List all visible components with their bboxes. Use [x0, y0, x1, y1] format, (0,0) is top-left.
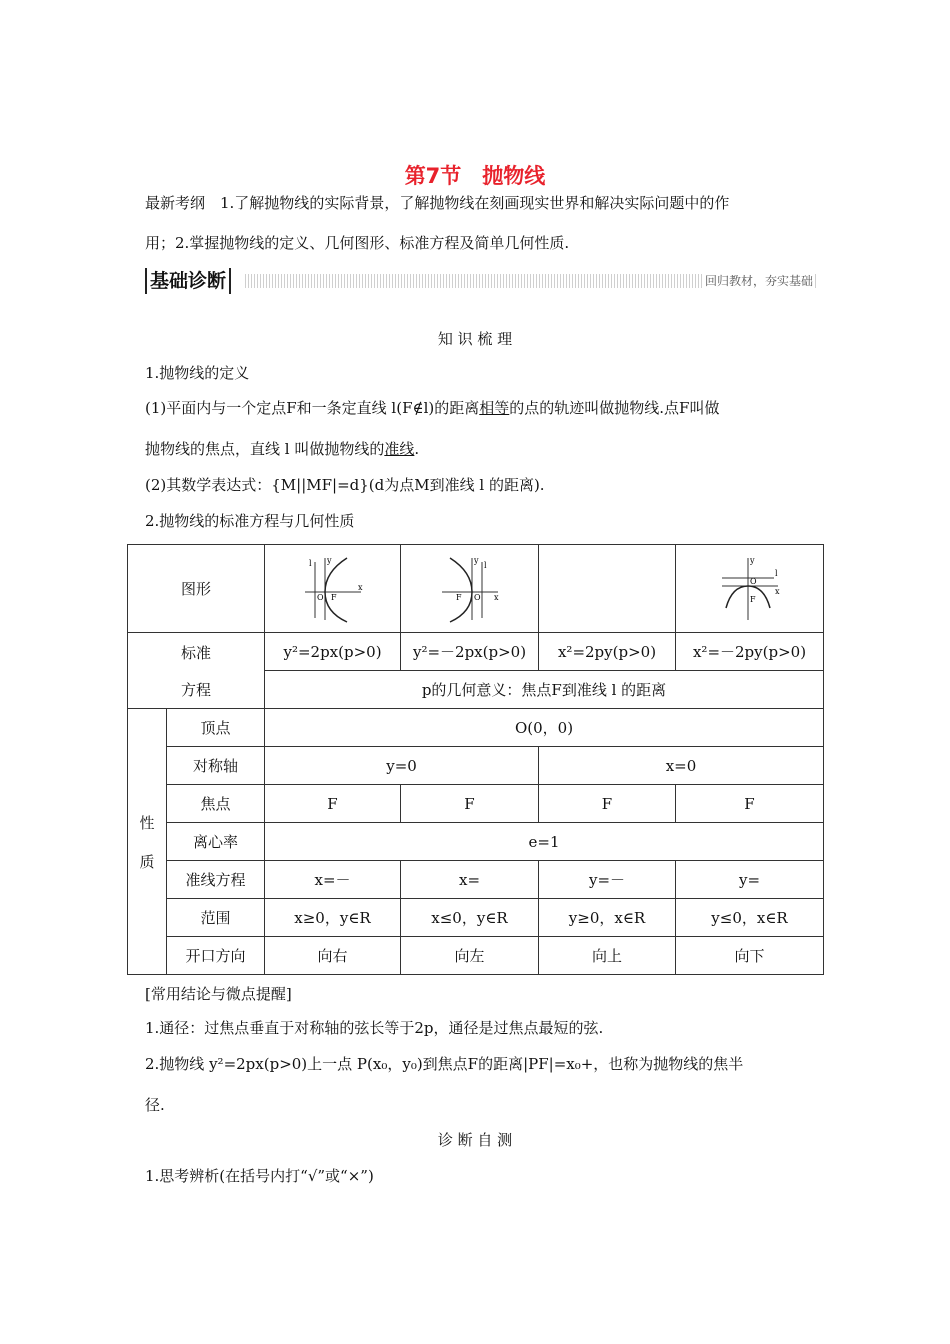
definition-expression: (2)其数学表达式：{M||MF|=d}(d为点M到准线 l 的距离).: [145, 476, 545, 494]
l-label: l: [483, 560, 487, 570]
vertex-label: 顶点: [167, 709, 265, 747]
page-title: 第7节 抛物线: [404, 164, 546, 188]
equation-label-2: 方程: [181, 680, 212, 699]
def-text-a: (1)平面内与一个定点F和一条定直线 l(F∉l)的距离: [145, 399, 480, 417]
knowledge-heading: 知 识 梳 理: [437, 330, 513, 348]
conclusion-item-2: 2.抛物线 y²=2px(p>0)上一点 P(x₀，y₀)到焦点F的距离|PF|=x₀+，也称为抛物线的焦半: [145, 1055, 744, 1073]
x-label: x: [357, 582, 363, 592]
equation-label-1: 标准: [181, 643, 212, 662]
standard-title: 2.抛物线的标准方程与几何性质: [145, 512, 355, 530]
outline-line-1: 最新考纲 1.了解抛物线的实际背景，了解抛物线在刻画现实世界和解决实际问题中的作: [145, 194, 730, 212]
def-text-b: 的点的轨迹叫做抛物线.点F叫做: [509, 399, 720, 417]
l-label: l: [308, 558, 312, 568]
parabola-curve: [450, 558, 472, 622]
vertex-row: [128, 709, 824, 747]
y-label: y: [473, 555, 479, 565]
x-label: x: [493, 592, 499, 602]
figure-row: [128, 545, 824, 633]
parabola-down-graph: [718, 554, 782, 624]
origin-label: O: [473, 592, 481, 602]
conclusion-item-1: 1.通径：过焦点垂直于对称轴的弦长等于2p，通径是过焦点最短的弦.: [145, 1019, 604, 1037]
l-label: l: [774, 568, 778, 578]
def-text-c: 抛物线的焦点，直线 l 叫做抛物线的: [145, 440, 385, 458]
focus-label: 焦点: [167, 785, 265, 823]
figure-left: [401, 545, 539, 633]
y-label: y: [326, 555, 332, 565]
properties-label-2: 质: [139, 852, 155, 871]
eccentricity-row: [128, 823, 824, 861]
properties-label-1: 性: [139, 813, 155, 832]
figure-label: 图形: [128, 545, 265, 633]
direction-value-1: 向右: [265, 937, 401, 975]
p-meaning: p的几何意义：焦点F到准线 l 的距离: [265, 671, 824, 709]
direction-value-2: 向左: [401, 937, 539, 975]
range-label: 范围: [167, 899, 265, 937]
axis-value-2: x=0: [539, 747, 824, 785]
focus-value-2: F: [401, 785, 539, 823]
directrix-value-1: x=－: [265, 861, 401, 899]
range-value-4: y≤0，x∈R: [676, 899, 824, 937]
properties-table: [127, 544, 824, 975]
directrix-value-2: x=: [401, 861, 539, 899]
eccentricity-label: 离心率: [167, 823, 265, 861]
direction-value-3: 向上: [539, 937, 676, 975]
equation-4: x²=－2py(p>0): [676, 633, 824, 671]
parabola-right-graph: [301, 554, 365, 624]
banner-label: 基础诊断: [145, 268, 231, 294]
direction-value-4: 向下: [676, 937, 824, 975]
conclusion-item-2-cont: 径.: [145, 1096, 165, 1114]
def-underline-equal: 相等: [479, 399, 510, 417]
focus-value-3: F: [539, 785, 676, 823]
focus-label: F: [455, 592, 462, 602]
question-1: 1.思考辨析(在括号内打“√”或“×”): [145, 1167, 374, 1185]
equation-label: [128, 633, 265, 709]
focus-label: F: [330, 592, 337, 602]
parabola-left-graph: [438, 554, 502, 624]
directrix-label: 准线方程: [167, 861, 265, 899]
properties-label: [128, 709, 167, 975]
range-value-2: x≤0，y∈R: [401, 899, 539, 937]
vertex-value: O(0，0): [265, 709, 824, 747]
figure-up: [539, 545, 676, 633]
range-value-1: x≥0，y∈R: [265, 899, 401, 937]
parabola-curve: [325, 555, 347, 622]
direction-label: 开口方向: [167, 937, 265, 975]
focus-value-1: F: [265, 785, 401, 823]
definition-title: 1.抛物线的定义: [145, 364, 250, 382]
banner-tag: 回归教材，夯实基础: [703, 271, 815, 291]
direction-row: [128, 937, 824, 975]
focus-row: [128, 785, 824, 823]
equation-1: y²=2px(p>0): [265, 633, 401, 671]
def-text-d: .: [414, 440, 420, 458]
origin-label: O: [749, 576, 757, 586]
diagnosis-heading: 诊 断 自 测: [437, 1131, 513, 1149]
definition-paragraph-1: [145, 398, 719, 418]
def-underline-directrix: 准线: [384, 440, 415, 458]
axis-value-1: y=0: [265, 747, 539, 785]
eccentricity-value: e=1: [265, 823, 824, 861]
figure-down: [676, 545, 824, 633]
axis-row: [128, 747, 824, 785]
conclusions-heading: [常用结论与微点提醒]: [145, 985, 292, 1003]
origin-label: O: [316, 592, 324, 602]
equation-2: y²=－2px(p>0): [401, 633, 539, 671]
section-banner: [145, 268, 817, 294]
x-label: x: [774, 586, 780, 596]
directrix-value-4: y=: [676, 861, 824, 899]
figure-right: [265, 545, 401, 633]
focus-value-4: F: [676, 785, 824, 823]
outline-line-2: 用；2.掌握抛物线的定义、几何图形、标准方程及简单几何性质.: [145, 234, 570, 252]
directrix-row: [128, 861, 824, 899]
definition-paragraph-2: [145, 439, 419, 459]
axis-label: 对称轴: [167, 747, 265, 785]
directrix-value-3: y=－: [539, 861, 676, 899]
equation-3: x²=2py(p>0): [539, 633, 676, 671]
range-row: [128, 899, 824, 937]
focus-label: F: [749, 594, 756, 604]
equation-row: [128, 633, 824, 671]
y-label: y: [749, 555, 755, 565]
range-value-3: y≥0，x∈R: [539, 899, 676, 937]
